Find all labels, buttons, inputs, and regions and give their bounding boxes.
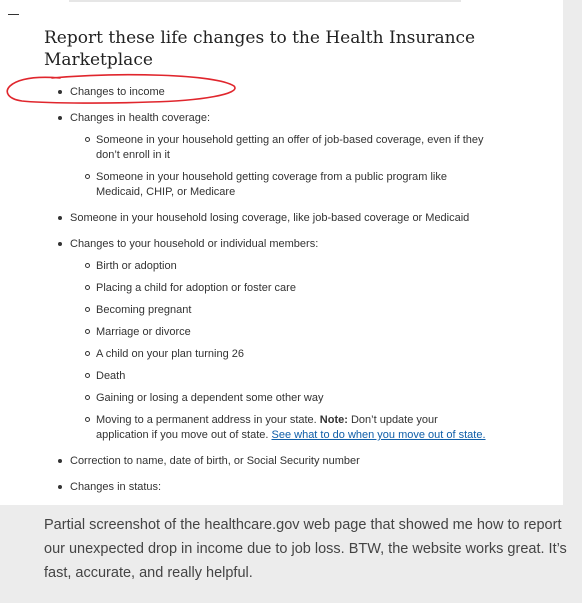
sublist-item: Becoming pregnant [70,303,490,318]
image-caption: Partial screenshot of the healthcare.gov web page that showed me how to report our unexpected drop in income due to job loss. BTW, the website works great. It’s fast, accurate, and really helpful. [44,517,567,581]
sublist-item: Marriage or divorce [70,325,490,340]
coverage-sublist [70,133,490,200]
list-item-income [0,85,563,100]
sublist-item: Birth or adoption [70,259,490,274]
move-out-of-state-link[interactable]: See what to do when you move out of state. [271,429,486,441]
sublist-item: Someone in your household getting an offer of job-based coverage, even if they don’t enroll in it [70,133,490,163]
page-heading: Report these life changes to the Health Insurance Marketplace [44,28,476,70]
sublist-item-moving [70,413,490,443]
list-item-label: Changes in status: [70,481,162,493]
list-item-label: Someone in your household losing coverage, like job-based coverage or Medicaid [70,212,470,224]
moving-text: Moving to a permanent address in your state. [96,414,317,426]
list-item-household [0,237,563,443]
life-changes-list [0,85,563,505]
note-text: Don’t update your application if you move out of state. [96,414,438,441]
list-item-label: Changes in health coverage: [70,112,211,124]
sublist-item: Placing a child for adoption or foster care [70,281,490,296]
sublist-item: Someone in your household getting coverage from a public program like Medicaid, CHIP, or Medicare [70,170,490,200]
household-sublist [70,259,490,443]
sublist-item: Gaining or losing a dependent some other way [70,391,490,406]
list-item-label: Changes to your household or individual members: [70,238,319,250]
note-label: Note: [319,414,348,426]
list-item-status [0,480,563,495]
sublist-item: A child on your plan turning 26 [70,347,490,362]
list-item-losing-coverage [0,211,563,226]
list-item-correction [0,454,563,469]
list-item-label: Correction to name, date of birth, or Social Security number [70,455,360,467]
list-item-label: Changes to income [70,86,165,98]
list-item-coverage [0,111,563,200]
sublist-item: Death [70,369,490,384]
right-margin [563,0,582,505]
